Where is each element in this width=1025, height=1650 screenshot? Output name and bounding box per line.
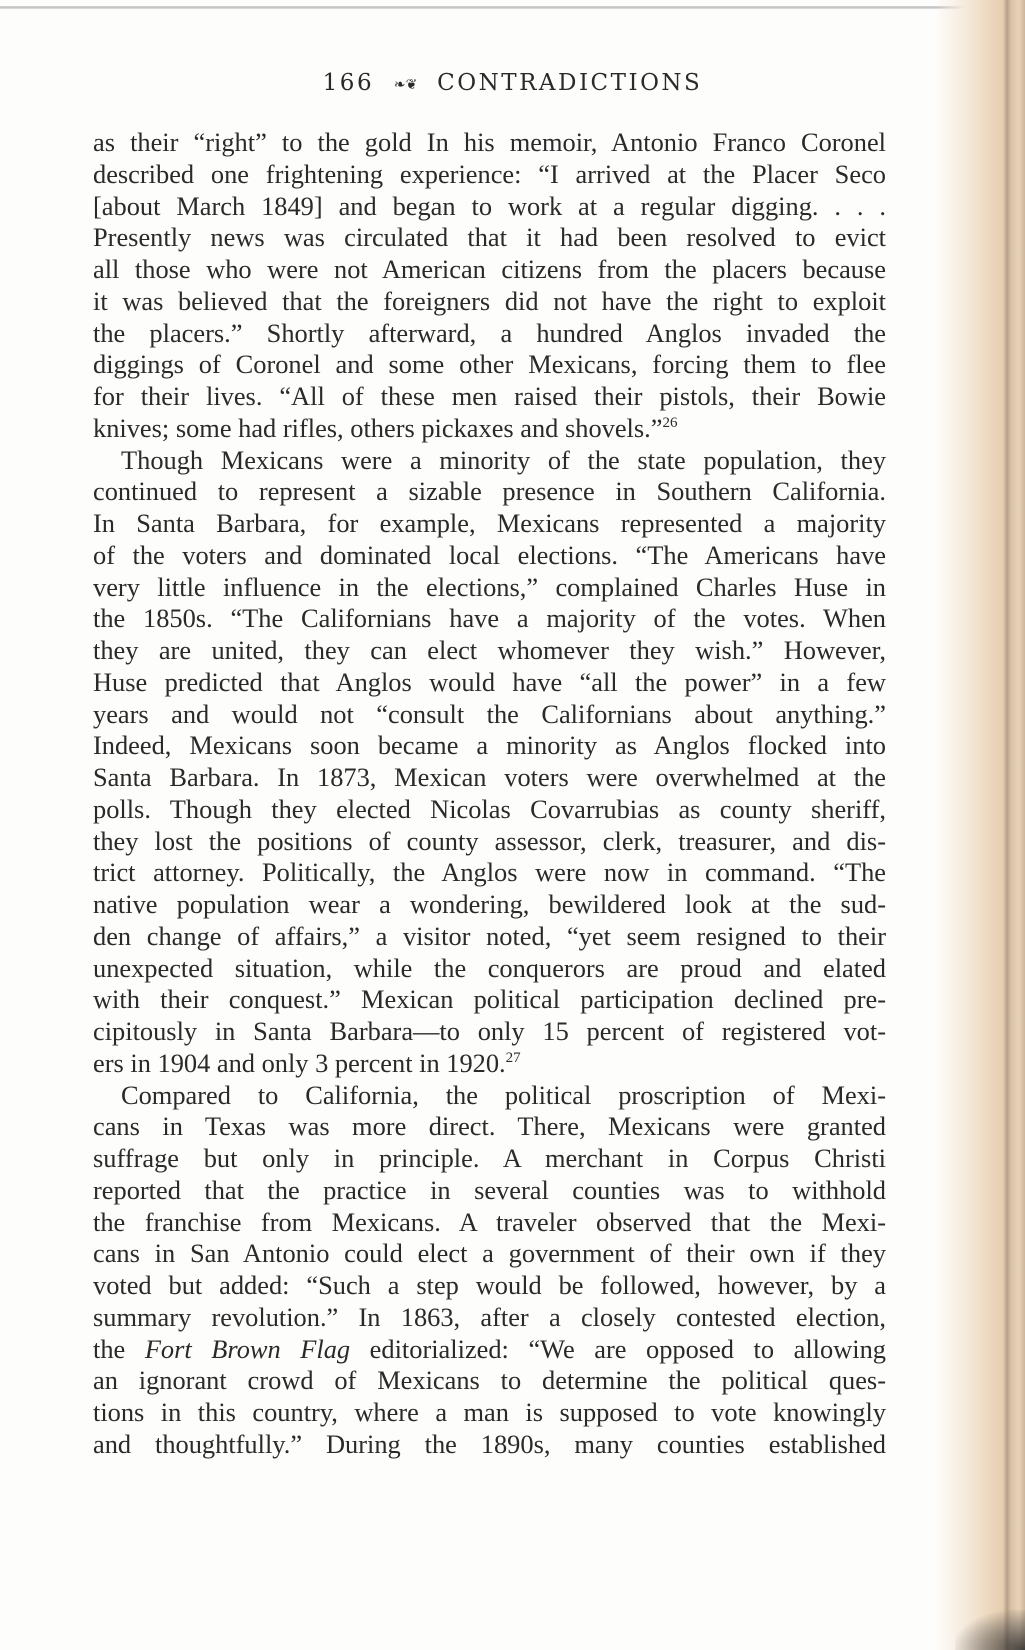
text-line — [93, 286, 886, 318]
text-line — [93, 413, 886, 445]
line-text: reported that the practice in several counties was to withhold — [93, 1174, 886, 1205]
line-text: very little influence in the elections,” complained Charles Huse in — [93, 571, 886, 602]
line-text: summary revolution.” In 1863, after a closely contested election, — [93, 1301, 886, 1332]
line-text: suffrage but only in principle. A merchant in Corpus Christi — [93, 1143, 886, 1173]
text-line — [93, 826, 886, 858]
line-text: diggings of Coronel and some other Mexicans, forcing them to flee — [93, 349, 886, 380]
text-line — [93, 1016, 886, 1048]
line-text: cans in San Antonio could elect a government of their own if they — [93, 1238, 886, 1269]
text-line — [93, 953, 886, 985]
text-line — [93, 254, 886, 286]
text-line — [93, 889, 886, 921]
line-text: Though Mexicans were a minority of the state population, they — [121, 444, 886, 475]
line-text: Indeed, Mexicans soon became a minority as Anglos flocked into — [93, 730, 886, 761]
line-text: the 1850s. “The Californians have a majority of the votes. When — [93, 603, 886, 634]
line-text: all those who were not American citizens from the placers because — [93, 254, 886, 284]
line-text: the placers.” Shortly afterward, a hundred Anglos invaded the — [93, 317, 886, 348]
line-text: the franchise from Mexicans. A traveler observed that the Mexi- — [93, 1206, 886, 1237]
ornament-icon: ❧❦ — [393, 77, 418, 93]
line-text: years and would not “consult the Californians about anything.” — [93, 698, 886, 729]
line-text: trict attorney. Politically, the Anglos were now in command. “The — [93, 857, 886, 888]
line-text: they are united, they can elect whomever they wish.” However, — [93, 635, 886, 665]
line-text: described one frightening experience: “I arrived at the Placer Seco — [93, 158, 886, 189]
running-title: CONTRADICTIONS — [437, 70, 703, 96]
paragraph — [93, 1080, 886, 1461]
line-text: cipitously in Santa Barbara—to only 15 percent of registered vot- — [93, 1016, 886, 1046]
text-line — [93, 159, 886, 191]
line-text: [about March 1849] and began to work at a regular digging. . . . — [93, 190, 886, 221]
line-text: native population wear a wondering, bewildered look at the sud- — [93, 889, 886, 919]
text-line — [93, 635, 886, 667]
page-top-edge — [0, 6, 1010, 9]
newspaper-title: Fort Brown Flag — [144, 1333, 351, 1364]
line-text: editorialized: “We are opposed to allowing — [350, 1333, 886, 1364]
line-text: Santa Barbara. In 1873, Mexican voters were overwhelmed at the — [93, 762, 886, 792]
line-text: continued to represent a sizable presence in Southern California. — [93, 476, 886, 507]
line-text: Presently news was circulated that it had been resolved to evict — [93, 222, 886, 253]
line-text: of the voters and dominated local elections. “The Americans have — [93, 539, 886, 570]
text-line — [93, 1080, 886, 1112]
text-line — [93, 1143, 886, 1175]
line-text: ers in 1904 and only 3 percent in 1920. — [93, 1047, 506, 1078]
text-line — [93, 1397, 886, 1429]
line-text: as their “right” to the gold In his memoir, Antonio Franco Coronel — [93, 127, 886, 157]
paragraph — [93, 445, 886, 1080]
text-line — [93, 603, 886, 635]
line-text: polls. Though they elected Nicolas Covarrubias as county sheriff, — [93, 793, 886, 824]
text-line — [93, 1334, 886, 1366]
text-line — [93, 1429, 886, 1461]
corner-shadow — [955, 1610, 1025, 1650]
line-text: and thoughtfully.” During the 1890s, many counties established — [93, 1428, 886, 1459]
text-line — [93, 1270, 886, 1302]
text-line — [93, 540, 886, 572]
line-text: In Santa Barbara, for example, Mexicans represented a majority — [93, 508, 886, 538]
text-line — [93, 1207, 886, 1239]
text-line — [93, 794, 886, 826]
line-text: unexpected situation, while the conquerors are proud and elated — [93, 952, 886, 983]
text-line — [93, 1238, 886, 1270]
line-text: Compared to California, the political proscription of Mexi- — [121, 1079, 886, 1110]
text-line — [93, 508, 886, 540]
page-number: 166 — [322, 70, 375, 96]
text-line — [93, 1048, 886, 1080]
text-line — [93, 667, 886, 699]
paragraph — [93, 127, 886, 445]
text-line — [93, 699, 886, 731]
line-text: it was believed that the foreigners did not have the right to exploit — [93, 285, 886, 316]
line-text: Huse predicted that Anglos would have “all the power” in a few — [93, 666, 886, 697]
line-text: voted but added: “Such a step would be followed, however, by a — [93, 1270, 886, 1300]
footnote-ref[interactable]: 26 — [662, 414, 678, 431]
line-text: an ignorant crowd of Mexicans to determine the political ques- — [93, 1365, 886, 1396]
line-text: they lost the positions of county assessor, clerk, treasurer, and dis- — [93, 825, 886, 856]
text-line — [93, 381, 886, 413]
line-text: with their conquest.” Mexican political participation declined pre- — [93, 984, 886, 1015]
text-line — [93, 349, 886, 381]
text-line — [93, 1365, 886, 1397]
footnote-ref[interactable]: 27 — [505, 1049, 521, 1066]
text-line — [93, 476, 886, 508]
text-line — [93, 1111, 886, 1143]
text-line — [93, 572, 886, 604]
text-line — [93, 127, 886, 159]
text-line — [93, 1175, 886, 1207]
line-text: cans in Texas was more direct. There, Mexicans were granted — [93, 1111, 886, 1142]
text-line — [93, 921, 886, 953]
line-text: the — [93, 1333, 145, 1364]
text-line — [93, 318, 886, 350]
line-text: den change of affairs,” a visitor noted, “yet seem resigned to their — [93, 920, 886, 951]
text-line — [93, 857, 886, 889]
text-line — [93, 984, 886, 1016]
line-text: for their lives. “All of these men raised their pistols, their Bowie — [93, 381, 886, 411]
body-text — [93, 127, 886, 1461]
text-line — [93, 445, 886, 477]
text-line — [93, 191, 886, 223]
text-line — [93, 762, 886, 794]
text-line — [93, 222, 886, 254]
text-line — [93, 730, 886, 762]
line-text: knives; some had rifles, others pickaxes and shovels.” — [93, 412, 663, 443]
running-head — [0, 70, 1025, 96]
line-text: tions in this country, where a man is supposed to vote knowingly — [93, 1397, 886, 1427]
text-line — [93, 1302, 886, 1334]
book-spine-edge — [935, 0, 1025, 1650]
